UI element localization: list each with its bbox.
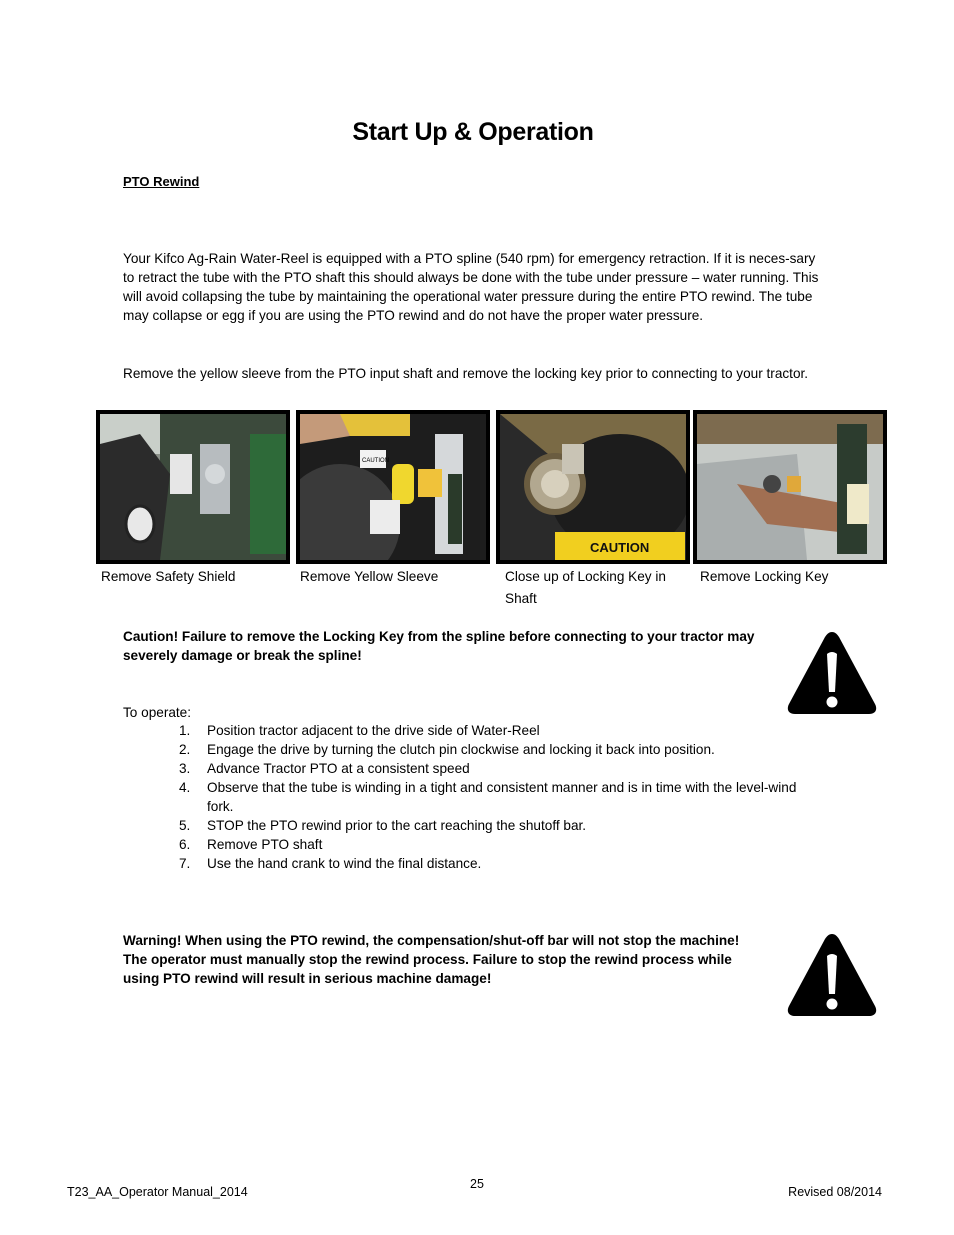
photo-locking-key-closeup (496, 410, 690, 564)
caption-remove-yellow-sleeve: Remove Yellow Sleeve (300, 569, 439, 584)
warning-note: Warning! When using the PTO rewind, the compensation/shut-off bar will not stop the machine! The operator must manually stop the rewind process. Failure to stop the rewind process while using PTO rewind will result in serious machine damage! (123, 933, 740, 986)
warning-triangle-icon (786, 930, 878, 1018)
intro-paragraph: Your Kifco Ag-Rain Water-Reel is equipped with a PTO spline (540 rpm) for emergency retraction. If it is neces-sary to retract the tube with the PTO shaft this should always be done with the tube under pressure – water running. This will avoid collapsing the tube by maintaining the operational water pressure during the entire PTO rewind. The tube may collapse or egg if you are using the PTO rewind and do not have the proper water pressure. (123, 251, 819, 323)
remove-paragraph: Remove the yellow sleeve from the PTO input shaft and remove the locking key prior to connecting to your tractor. (123, 366, 809, 381)
photo-remove-safety-shield (96, 410, 290, 564)
operate-intro: To operate: (123, 705, 192, 720)
caption-remove-locking-key: Remove Locking Key (700, 569, 829, 584)
photo-remove-yellow-sleeve (296, 410, 490, 564)
list-item: 4. Observe that the tube is winding in a tight and consistent manner and is in time with the level-wind fork. (179, 780, 797, 814)
list-item: 3. Advance Tractor PTO at a consistent speed (179, 761, 470, 776)
caption-locking-key-closeup: Close up of Locking Key in Shaft (505, 569, 666, 606)
photo-remove-locking-key (693, 410, 887, 564)
footer-document-id: T23_AA_Operator Manual_2014 (67, 1185, 248, 1199)
list-item: 5. STOP the PTO rewind prior to the cart reaching the shutoff bar. (179, 818, 587, 833)
operation-steps-list (179, 721, 819, 873)
caution-note: Caution! Failure to remove the Locking Key from the spline before connecting to your tractor may severely damage or break the spline! (123, 629, 755, 663)
section-heading: PTO Rewind (123, 174, 200, 189)
caution-label-text: CAUTION (590, 540, 650, 555)
list-item: 7. Use the hand crank to wind the final distance. (179, 856, 482, 871)
list-item: 6. Remove PTO shaft (179, 837, 323, 852)
caution-decal-text: CAUTION (362, 458, 389, 464)
page-number: 25 (470, 1177, 484, 1191)
list-item: 2. Engage the drive by turning the clutch pin clockwise and locking it back into position. (179, 742, 715, 757)
page-title: Start Up & Operation (352, 118, 594, 146)
list-item: 1. Position tractor adjacent to the drive side of Water-Reel (179, 723, 540, 738)
caption-remove-safety-shield: Remove Safety Shield (101, 569, 236, 584)
footer-revision: Revised 08/2014 (788, 1185, 882, 1199)
